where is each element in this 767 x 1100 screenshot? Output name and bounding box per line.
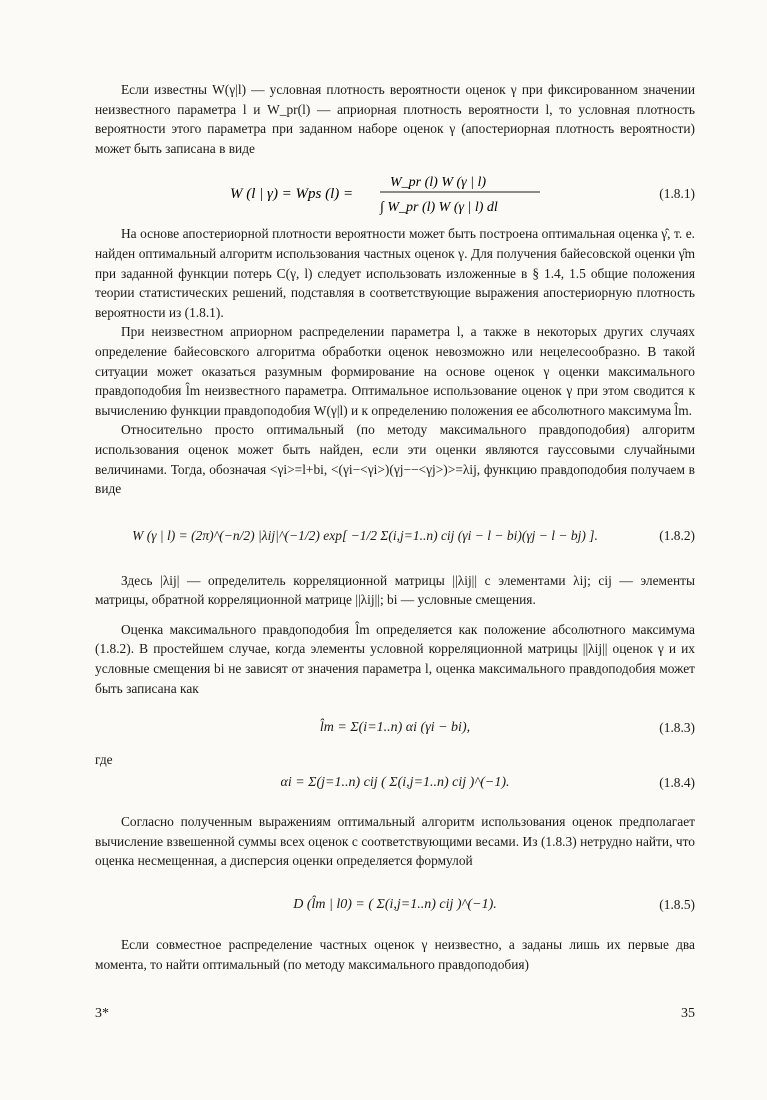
eq4-formula: αi = Σ(j=1..n) cij ( Σ(i,j=1..n) cij )^(−1). xyxy=(280,775,510,791)
equation-1-8-2 xyxy=(95,505,695,567)
eq1-denominator: ∫ W_pr (l) W (γ | l) dl xyxy=(380,200,498,216)
page-footer xyxy=(95,1006,695,1022)
equation-number-1-8-4: (1.8.4) xyxy=(659,775,695,791)
equation-1-8-3 xyxy=(95,702,695,754)
paragraph-8: Если совместное распределение частных оценок γ неизвестно, а заданы лишь их первые два момента, то найти оптимальный (по методу максимального правдоподобия) xyxy=(95,937,695,972)
signature-mark: 3* xyxy=(95,1006,109,1021)
eq1-numerator: W_pr (l) W (γ | l) xyxy=(390,175,487,191)
paragraph-7: Согласно полученным выражениям оптимальный алгоритм использования оценок предполагает вычисление взвешенной суммы всех оценок с соответствующими весами. Из (1.8.3) нетрудно найти, что оценка несмещенная, а дисперсия оценки определяется формулой xyxy=(95,814,695,869)
equation-1-8-1 xyxy=(95,164,695,224)
equation-1-8-5 xyxy=(95,875,695,935)
paragraph-4: Относительно просто оптимальный (по методу максимального правдоподобия) алгоритм использования оценок может быть найден, если эти оценки являются гауссовыми случайными величинами. Тогда, обозначая <γi>=l+bi, <(γi−<γi>)(γj−−<γj>)>=λij, функцию правдоподобия получаем в виде xyxy=(95,422,695,497)
equation-number-1-8-1: (1.8.1) xyxy=(659,186,695,202)
eq5-formula: D (l̂m | l0) = ( Σ(i,j=1..n) cij )^(−1). xyxy=(293,897,497,913)
page-number: 35 xyxy=(681,1006,695,1021)
where-label: где xyxy=(95,752,113,768)
eq1-lhs: W (l | γ) = Wps (l) = xyxy=(230,186,354,203)
eq2-formula: W (γ | l) = (2π)^(−n/2) |λij|^(−1/2) exp[ −1/2 Σ(i,j=1..n) cij (γi − l − bi)(γj − l − bj) ]. xyxy=(132,527,598,543)
eq3-formula: l̂m = Σ(i=1..n) αi (γi − bi), xyxy=(319,720,471,736)
paragraph-1: Если известны W(γ|l) — условная плотность вероятности оценок γ при фиксированном значении неизвестного параметра l и W_pr(l) — априорная плотность вероятности l, то условная плотность вероятности этого параметра при заданном наборе оценок γ (апостериорная плотность вероятности) может быть записана в виде xyxy=(95,82,695,156)
paragraph-5: Здесь |λij| — определитель корреляционной матрицы ||λij|| с элементами λij; cij — элементы матрицы, обратной корреляционной матрице ||λij||; bi — условные смещения. xyxy=(95,572,695,608)
equation-number-1-8-3: (1.8.3) xyxy=(659,720,695,736)
paragraph-3: При неизвестном априорном распределении параметра l, а также в некоторых других случаях определение байесовского алгоритма обработки оценок невозможно или нецелесообразно. В такой ситуации может оказаться разумным формирование на основе оценок γ оценки максимального правдоподобия l̂m неизвестного параметра. Оптимальное использование оценок γ при этом сводится к вычислению функции правдоподобия W(γ|l) и к определению положения ее абсолютного максимума l̂m. xyxy=(95,324,695,418)
paragraph-2: На основе апостериорной плотности вероятности может быть построена оптимальная оценка γ̂, т. е. найден оптимальный алгоритм использования частных оценок γ. Для получения байесовской оценки γ̂m при заданной функции потерь C(γ, l) следует использовать изложенные в § 1.4, 1.5 общие положения теории статистических решений, подставляя в соответствующие выражения апостериорную плотность вероятности из (1.8.1). xyxy=(95,226,695,320)
equation-1-8-4 xyxy=(95,754,695,812)
equation-number-1-8-5: (1.8.5) xyxy=(659,897,695,913)
equation-number-1-8-2: (1.8.2) xyxy=(659,527,695,543)
equation-1-8-1-formula xyxy=(230,166,560,222)
paragraph-6: Оценка максимального правдоподобия l̂m определяется как положение абсолютного максимума (1.8.2). В простейшем случае, когда элементы условной корреляционной матрицы ||λij|| оценок γ и их условные смещения bi не зависят от значения параметра l, оценка максимального правдоподобия может быть записана как xyxy=(95,621,695,696)
